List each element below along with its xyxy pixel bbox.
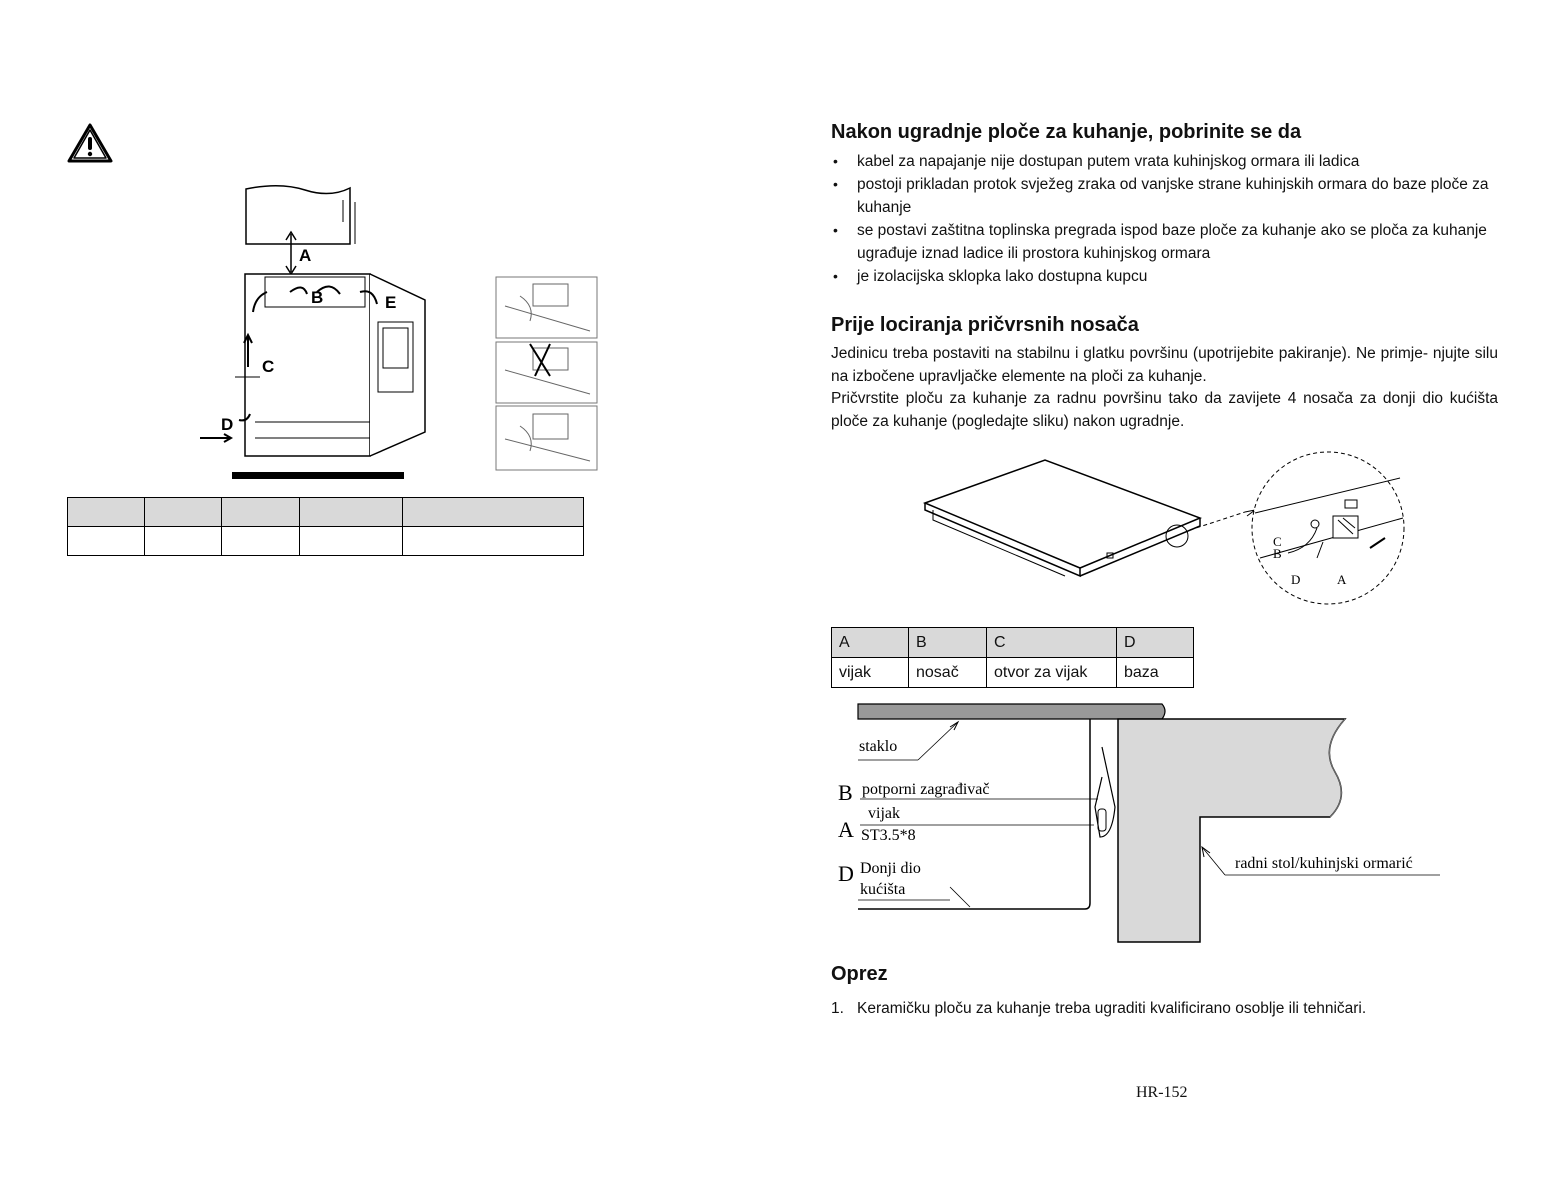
- hob-bracket-diagram: [915, 448, 1415, 613]
- label-screw-size: ST3.5*8: [861, 827, 916, 844]
- label-a: A: [299, 246, 312, 265]
- table-cell: D: [1117, 628, 1194, 658]
- label-d: D: [221, 415, 234, 434]
- svg-text:D: D: [1291, 572, 1301, 587]
- list-item: • je izolacijska sklopka lako dostupna kupcu: [831, 265, 1511, 288]
- table-cell: otvor za vijak: [987, 658, 1117, 688]
- item-number: 1.: [831, 1000, 844, 1017]
- list-item: • kabel za napajanje nije dostupan putem vrata kuhinjskog ormara ili ladica: [831, 150, 1511, 173]
- list-item: • postoji prikladan protok svježeg zraka od vanjske strane kuhinjskih ormara do baze ploče za kuhanje: [831, 173, 1511, 219]
- letter-d: D: [838, 861, 854, 886]
- item-text: Keramičku ploču za kuhanje treba ugraditi kvalificirano osoblje ili tehničari.: [857, 1000, 1367, 1017]
- svg-text:A: A: [1337, 572, 1347, 587]
- table-cell: B: [909, 628, 987, 658]
- table-cell: nosač: [909, 658, 987, 688]
- svg-text:B: B: [1273, 546, 1282, 561]
- page-number: HR-152: [1136, 1084, 1188, 1101]
- paragraph: Jedinicu treba postaviti na stabilnu i glatku površinu (upotrijebite pakiranje). Ne primje- njujte silu na izbočene upravljačke elemente na ploči za kuhanje.: [831, 345, 1498, 385]
- after-installation-list: [831, 150, 1511, 288]
- letter-a: A: [838, 817, 854, 842]
- label-worktop: radni stol/kuhinjski ormarić: [1235, 855, 1413, 872]
- caution-list-item: [831, 1000, 1366, 1018]
- detail-figures: [495, 276, 599, 472]
- label-e: E: [385, 293, 397, 312]
- paragraph: Pričvrstite ploču za kuhanje za radnu površinu tako da zavijete 4 nosača za donji dio kućišta ploče za kuhanje (pogledajte sliku) nakon ugradnje.: [831, 390, 1498, 430]
- cross-section-diagram: [830, 697, 1450, 947]
- section-title-brackets: Prije lociranja pričvrsnih nosača: [831, 314, 1139, 336]
- label-donji-dio: Donji dio: [860, 860, 921, 877]
- list-item: • se postavi zaštitna toplinska pregrada ispod baze ploče za kuhanje ako se ploča za kuhanje ugrađuje iznad ladice ili prostora kuhinjskog ormara: [831, 219, 1511, 265]
- svg-text:C: C: [1273, 534, 1282, 549]
- label-zagradivac: potporni zagrađivač: [862, 781, 990, 798]
- table-cell: vijak: [832, 658, 909, 688]
- dimension-table: [67, 497, 584, 556]
- label-staklo: staklo: [859, 738, 898, 755]
- label-b: B: [311, 288, 324, 307]
- warning-triangle-icon: [66, 122, 114, 164]
- table-cell: baza: [1117, 658, 1194, 688]
- section-title-caution: Oprez: [831, 963, 888, 985]
- label-vijak: vijak: [868, 805, 900, 822]
- label-kucista: kućišta: [860, 881, 906, 898]
- table-cell: A: [832, 628, 909, 658]
- section-title-after-installation: Nakon ugradnje ploče za kuhanje, pobrinite se da: [831, 121, 1302, 143]
- legend-table: [831, 627, 1194, 688]
- letter-b: B: [838, 780, 853, 805]
- label-c: C: [262, 357, 275, 376]
- table-cell: C: [987, 628, 1117, 658]
